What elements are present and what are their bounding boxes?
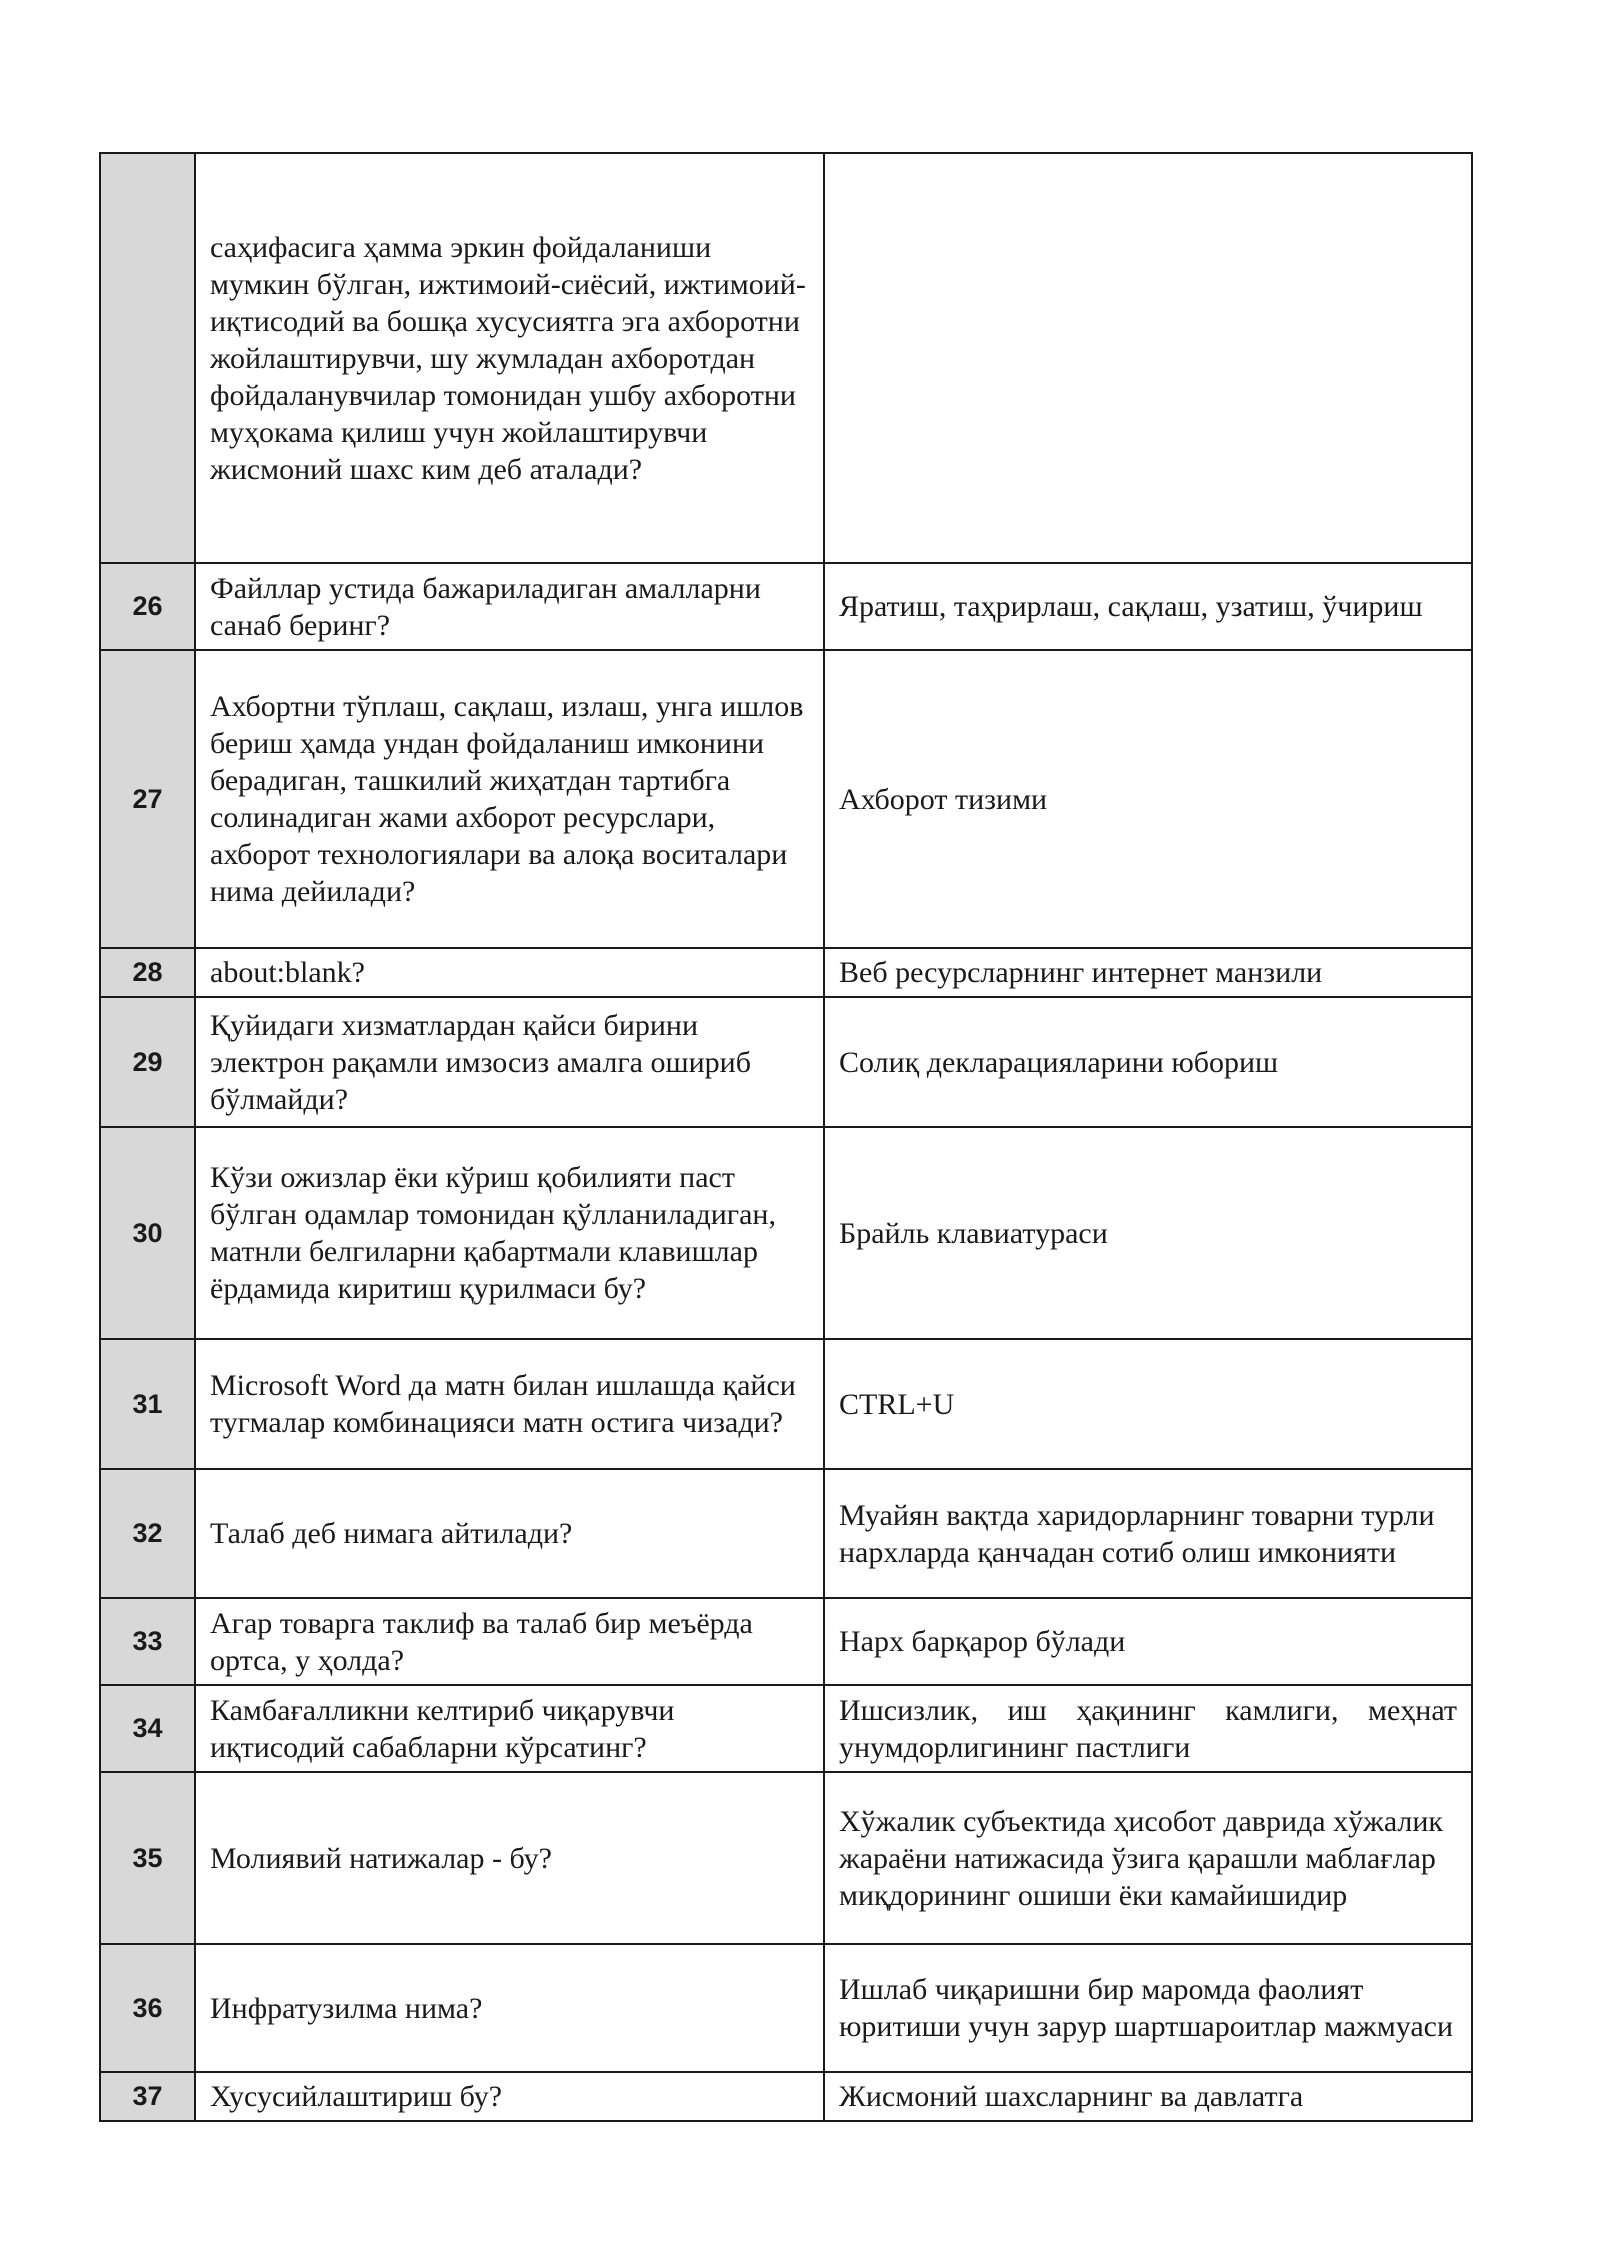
question-cell: Кўзи ожизлар ёки кўриш қобилияти паст бўлган одамлар томонидан қўлланиладиган, матнли белгиларни қабартмали клавишлар ёрдамида киритиш қурилмаси бу? (195, 1127, 824, 1339)
table-row (100, 1772, 1472, 1944)
table-row (100, 1127, 1472, 1339)
row-number: 28 (100, 948, 195, 997)
table-row (100, 1944, 1472, 2072)
answer-cell: Нарх барқарор бўлади (824, 1598, 1472, 1685)
answer-cell: Ишлаб чиқаришни бир маромда фаолият юритиши учун зарур шартшароитлар мажмуаси (824, 1944, 1472, 2072)
answer-cell: Ахборот тизими (824, 650, 1472, 948)
row-number: 31 (100, 1339, 195, 1469)
table-row (100, 1339, 1472, 1469)
question-cell: Файллар устида бажариладиган амалларни санаб беринг? (195, 563, 824, 650)
row-number: 37 (100, 2072, 195, 2121)
row-number: 33 (100, 1598, 195, 1685)
answer-cell: Муайян вақтда харидорларнинг товарни турли нархларда қанчадан сотиб олиш имконияти (824, 1469, 1472, 1598)
question-cell: Microsoft Word да матн билан ишлашда қайси тугмалар комбинацияси матн остига чизади? (195, 1339, 824, 1469)
question-cell: Ахбортни тўплаш, сақлаш, излаш, унга ишлов бериш ҳамда ундан фойдаланиш имконини берадиган, ташкилий жиҳатдан тартибга солинадиган жами ахборот ресурслари, ахборот технологиялари ва алоқа воситалари нима дейилади? (195, 650, 824, 948)
question-cell: Камбағалликни келтириб чиқарувчи иқтисодий сабабларни кўрсатинг? (195, 1685, 824, 1772)
table-row (100, 1685, 1472, 1772)
row-number: 29 (100, 997, 195, 1127)
row-number (100, 153, 195, 563)
table-row (100, 563, 1472, 650)
row-number: 35 (100, 1772, 195, 1944)
question-cell: Инфратузилма нима? (195, 1944, 824, 2072)
table-row (100, 153, 1472, 563)
answer-cell: Веб ресурсларнинг интернет манзили (824, 948, 1472, 997)
qa-table (99, 152, 1473, 2122)
answer-cell: Яратиш, таҳрирлаш, сақлаш, узатиш, ўчириш (824, 563, 1472, 650)
question-cell: саҳифасига ҳамма эркин фойдаланиши мумкин бўлган, ижтимоий-сиёсий, ижтимоий-иқтисодий ва бошқа хусусиятга эга ахборотни жойлаштирувчи, шу жумладан ахборотдан фойдаланувчилар томонидан ушбу ахборотни муҳокама қилиш учун жойлаштирувчи жисмоний шахс ким деб аталади? (195, 153, 824, 563)
row-number: 36 (100, 1944, 195, 2072)
answer-cell: Жисмоний шахсларнинг ва давлатга (824, 2072, 1472, 2121)
answer-cell: Брайль клавиатураси (824, 1127, 1472, 1339)
table-row (100, 948, 1472, 997)
answer-cell: Ишсизлик, иш ҳақининг камлиги, меҳнат унумдорлигининг пастлиги (824, 1685, 1472, 1772)
table-row (100, 1469, 1472, 1598)
table-row (100, 1598, 1472, 1685)
row-number: 26 (100, 563, 195, 650)
table-row (100, 2072, 1472, 2121)
answer-cell (824, 153, 1472, 563)
question-cell: Агар товарга таклиф ва талаб бир меъёрда ортса, у ҳолда? (195, 1598, 824, 1685)
question-cell: about:blank? (195, 948, 824, 997)
answer-cell: Солиқ декларацияларини юбориш (824, 997, 1472, 1127)
table-row (100, 650, 1472, 948)
answer-cell: Хўжалик субъектида ҳисобот даврида хўжалик жараёни натижасида ўзига қарашли маблағлар миқдорининг ошиши ёки камайишидир (824, 1772, 1472, 1944)
question-cell: Хусусийлаштириш бу? (195, 2072, 824, 2121)
row-number: 34 (100, 1685, 195, 1772)
question-cell: Молиявий натижалар - бу? (195, 1772, 824, 1944)
row-number: 32 (100, 1469, 195, 1598)
row-number: 27 (100, 650, 195, 948)
row-number: 30 (100, 1127, 195, 1339)
question-cell: Талаб деб нимага айтилади? (195, 1469, 824, 1598)
answer-cell: CTRL+U (824, 1339, 1472, 1469)
question-cell: Қуйидаги хизматлардан қайси бирини электрон рақамли имзосиз амалга ошириб бўлмайди? (195, 997, 824, 1127)
table-row (100, 997, 1472, 1127)
